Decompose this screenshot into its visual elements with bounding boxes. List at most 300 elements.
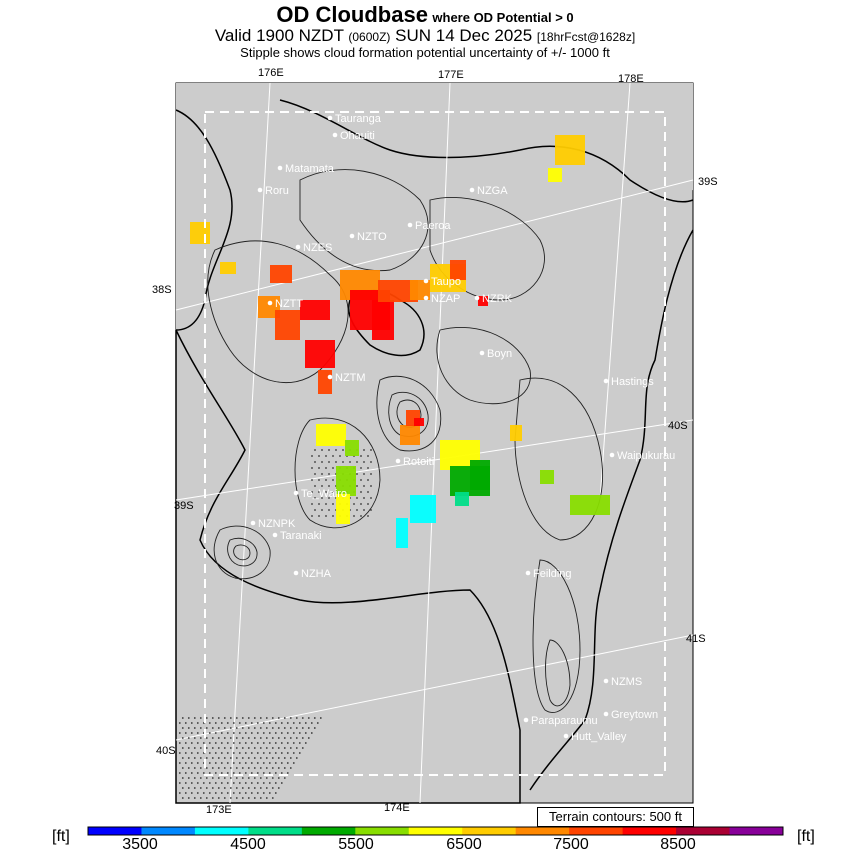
stipple-dot — [281, 782, 283, 784]
stipple-dot — [360, 479, 362, 481]
axis-right-label: 40S — [668, 420, 688, 432]
cloudbase-cell — [305, 340, 335, 368]
stipple-dot — [188, 767, 190, 769]
stipple-dot — [299, 752, 301, 754]
stipple-dot — [305, 732, 307, 734]
stipple-dot — [293, 762, 295, 764]
stipple-dot — [260, 787, 262, 789]
stipple-dot — [332, 455, 334, 457]
colorbar-swatch — [248, 827, 302, 835]
stipple-dot — [335, 461, 337, 463]
place-dot — [328, 116, 333, 121]
stipple-dot — [227, 732, 229, 734]
stipple-dot — [239, 732, 241, 734]
stipple-dot — [284, 717, 286, 719]
axis-left-label: 39S — [174, 500, 194, 512]
stipple-dot — [299, 742, 301, 744]
colorbar-swatch — [516, 827, 570, 835]
stipple-dot — [284, 747, 286, 749]
stipple-dot — [206, 757, 208, 759]
stipple-dot — [254, 727, 256, 729]
stipple-dot — [239, 772, 241, 774]
stipple-dot — [251, 792, 253, 794]
stipple-dot — [242, 747, 244, 749]
stipple-dot — [325, 467, 327, 469]
stipple-dot — [278, 787, 280, 789]
stipple-dot — [200, 757, 202, 759]
colorbar-tick-label: 3500 — [122, 836, 158, 853]
stipple-dot — [185, 732, 187, 734]
cloudbase-cell — [414, 418, 424, 426]
stipple-dot — [263, 782, 265, 784]
stipple-dot — [272, 717, 274, 719]
place-label: Waipukurau — [617, 450, 676, 462]
stipple-dot — [218, 737, 220, 739]
cloudbase-cell — [570, 495, 610, 515]
stipple-dot — [328, 485, 330, 487]
stipple-dot — [245, 792, 247, 794]
stipple-dot — [248, 767, 250, 769]
stipple-dot — [182, 747, 184, 749]
stipple-dot — [191, 752, 193, 754]
place-dot — [424, 279, 429, 284]
stipple-dot — [248, 747, 250, 749]
stipple-dot — [284, 767, 286, 769]
stipple-dot — [272, 757, 274, 759]
stipple-dot — [179, 782, 181, 784]
place-label: NZAP — [431, 293, 461, 305]
stipple-dot — [203, 782, 205, 784]
stipple-dot — [308, 727, 310, 729]
place-dot — [604, 679, 609, 684]
stipple-dot — [332, 515, 334, 517]
stipple-dot — [245, 732, 247, 734]
stipple-dot — [266, 727, 268, 729]
stipple-dot — [221, 732, 223, 734]
stipple-dot — [360, 503, 362, 505]
stipple-dot — [233, 792, 235, 794]
colorbar-tick-label: 7500 — [553, 836, 589, 853]
place-dot — [328, 375, 333, 380]
stipple-dot — [314, 717, 316, 719]
colorbar-tick-label: 8500 — [660, 836, 696, 853]
colorbar-swatch — [88, 827, 142, 835]
stipple-dot — [251, 762, 253, 764]
stipple-dot — [260, 717, 262, 719]
stipple-dot — [227, 782, 229, 784]
stipple-dot — [188, 787, 190, 789]
cloudbase-cell — [470, 460, 490, 490]
stipple-dot — [275, 732, 277, 734]
stipple-dot — [182, 777, 184, 779]
stipple-dot — [284, 737, 286, 739]
stipple-dot — [370, 509, 372, 511]
stipple-dot — [215, 772, 217, 774]
place-label: Boyn — [487, 348, 513, 360]
stipple-dot — [191, 782, 193, 784]
stipple-dot — [263, 792, 265, 794]
stipple-dot — [227, 762, 229, 764]
stipple-dot — [311, 455, 313, 457]
stipple-dot — [360, 491, 362, 493]
stipple-dot — [242, 727, 244, 729]
stipple-dot — [257, 722, 259, 724]
stipple-dot — [215, 792, 217, 794]
stipple-dot — [287, 732, 289, 734]
stipple-dot — [305, 742, 307, 744]
stipple-dot — [269, 732, 271, 734]
stipple-dot — [314, 727, 316, 729]
stipple-dot — [185, 782, 187, 784]
stipple-dot — [269, 782, 271, 784]
stipple-dot — [251, 742, 253, 744]
stipple-dot — [245, 722, 247, 724]
stipple-dot — [314, 461, 316, 463]
stipple-dot — [188, 737, 190, 739]
stipple-dot — [356, 485, 358, 487]
stipple-dot — [263, 752, 265, 754]
place-label: NZRK — [482, 293, 512, 305]
place-dot — [424, 296, 429, 301]
stipple-dot — [212, 757, 214, 759]
place-dot — [268, 301, 273, 306]
stipple-dot — [194, 787, 196, 789]
stipple-dot — [360, 515, 362, 517]
stipple-dot — [349, 461, 351, 463]
stipple-dot — [328, 461, 330, 463]
stipple-dot — [248, 787, 250, 789]
stipple-dot — [370, 461, 372, 463]
place-dot — [604, 379, 609, 384]
stipple-dot — [194, 717, 196, 719]
stipple-dot — [245, 772, 247, 774]
stipple-dot — [257, 792, 259, 794]
stipple-dot — [191, 792, 193, 794]
colorbar-swatch — [623, 827, 677, 835]
place-label: NZMS — [611, 676, 643, 688]
stipple-dot — [242, 797, 244, 799]
stipple-dot — [224, 787, 226, 789]
stipple-dot — [263, 772, 265, 774]
stipple-dot — [254, 747, 256, 749]
stipple-dot — [212, 727, 214, 729]
place-label: NZTO — [357, 231, 387, 243]
stipple-dot — [321, 509, 323, 511]
stipple-dot — [224, 797, 226, 799]
stipple-dot — [197, 752, 199, 754]
place-dot — [294, 491, 299, 496]
stipple-dot — [188, 747, 190, 749]
place-label: NZTT — [275, 298, 304, 310]
stipple-dot — [218, 767, 220, 769]
stipple-dot — [188, 777, 190, 779]
terrain-contour-note: Terrain contours: 500 ft — [537, 807, 694, 827]
stipple-dot — [363, 485, 365, 487]
stipple-dot — [218, 787, 220, 789]
stipple-dot — [212, 767, 214, 769]
stipple-dot — [342, 449, 344, 451]
stipple-dot — [248, 797, 250, 799]
stipple-dot — [221, 762, 223, 764]
stipple-dot — [182, 757, 184, 759]
place-label: Taupo — [431, 276, 461, 288]
stipple-dot — [269, 792, 271, 794]
place-label: Te_Wairo — [301, 488, 348, 500]
place-dot — [273, 533, 278, 538]
stipple-dot — [197, 742, 199, 744]
stipple-dot — [227, 752, 229, 754]
stipple-dot — [272, 797, 274, 799]
stipple-dot — [287, 742, 289, 744]
stipple-dot — [266, 767, 268, 769]
stipple-dot — [272, 767, 274, 769]
stipple-dot — [299, 732, 301, 734]
cloudbase-cell — [270, 265, 292, 283]
stipple-dot — [314, 485, 316, 487]
stipple-dot — [278, 767, 280, 769]
place-dot — [350, 234, 355, 239]
stipple-dot — [254, 737, 256, 739]
stipple-dot — [221, 742, 223, 744]
stipple-dot — [305, 722, 307, 724]
colorbar-swatch — [462, 827, 516, 835]
stipple-dot — [281, 742, 283, 744]
stipple-dot — [263, 762, 265, 764]
colorbar-unit-right: [ft] — [797, 828, 815, 845]
stipple-dot — [188, 717, 190, 719]
stipple-dot — [302, 727, 304, 729]
stipple-dot — [296, 757, 298, 759]
stipple-dot — [266, 797, 268, 799]
stipple-dot — [263, 732, 265, 734]
stipple-dot — [218, 717, 220, 719]
stipple-dot — [284, 777, 286, 779]
stipple-dot — [325, 479, 327, 481]
place-label: Tauranga — [335, 113, 381, 125]
stipple-dot — [206, 737, 208, 739]
stipple-dot — [287, 772, 289, 774]
stipple-dot — [363, 473, 365, 475]
stipple-dot — [197, 762, 199, 764]
stipple-dot — [236, 747, 238, 749]
cloudbase-cell — [345, 440, 359, 456]
axis-top-label: 178E — [618, 73, 644, 85]
stipple-dot — [363, 461, 365, 463]
stipple-dot — [260, 747, 262, 749]
stipple-dot — [236, 777, 238, 779]
stipple-dot — [302, 717, 304, 719]
stipple-dot — [254, 757, 256, 759]
stipple-dot — [281, 772, 283, 774]
forecast-tag: [18hrFcst@1628z] — [536, 30, 636, 44]
stipple-dot — [269, 752, 271, 754]
stipple-dot — [260, 757, 262, 759]
stipple-dot — [185, 722, 187, 724]
colorbar-swatch — [676, 827, 730, 835]
place-dot — [480, 351, 485, 356]
stipple-dot — [266, 747, 268, 749]
stipple-dot — [227, 742, 229, 744]
stipple-dot — [260, 767, 262, 769]
stipple-dot — [245, 742, 247, 744]
stipple-dot — [251, 732, 253, 734]
stipple-dot — [266, 757, 268, 759]
place-label: Hastings — [611, 376, 654, 388]
stipple-dot — [191, 772, 193, 774]
stipple-dot — [185, 752, 187, 754]
stipple-dot — [227, 772, 229, 774]
cloudbase-cell — [510, 425, 522, 441]
place-dot — [610, 453, 615, 458]
stipple-dot — [209, 722, 211, 724]
stipple-dot — [317, 722, 319, 724]
stipple-dot — [230, 797, 232, 799]
stipple-dot — [212, 747, 214, 749]
stipple-dot — [269, 772, 271, 774]
colorbar-swatch — [355, 827, 409, 835]
stipple-dot — [209, 792, 211, 794]
stipple-dot — [182, 797, 184, 799]
stipple-dot — [318, 467, 320, 469]
axis-right-label: 41S — [686, 633, 706, 645]
map-title: OD Cloudbase — [276, 2, 428, 27]
stipple-dot — [197, 732, 199, 734]
axis-right-label: 39S — [698, 176, 718, 188]
place-label: NZES — [303, 242, 333, 254]
stipple-dot — [197, 792, 199, 794]
colorbar-tick-label: 6500 — [446, 836, 482, 853]
stipple-dot — [278, 737, 280, 739]
place-dot — [333, 133, 338, 138]
stipple-dot — [209, 752, 211, 754]
stipple-dot — [221, 772, 223, 774]
stipple-dot — [251, 722, 253, 724]
stipple-dot — [275, 752, 277, 754]
stipple-dot — [230, 717, 232, 719]
stipple-dot — [363, 497, 365, 499]
stipple-dot — [230, 757, 232, 759]
stipple-dot — [278, 717, 280, 719]
stipple-dot — [257, 752, 259, 754]
stipple-dot — [242, 767, 244, 769]
stipple-dot — [272, 777, 274, 779]
stipple-dot — [179, 762, 181, 764]
stipple-dot — [293, 722, 295, 724]
stipple-dot — [332, 467, 334, 469]
place-label: Greytown — [611, 709, 659, 721]
stipple-dot — [321, 485, 323, 487]
place-label: Feilding — [533, 568, 572, 580]
stipple-dot — [266, 787, 268, 789]
stipple-dot — [284, 757, 286, 759]
stipple-dot — [194, 777, 196, 779]
cloudbase-cell — [316, 424, 346, 446]
stipple-dot — [254, 777, 256, 779]
stipple-dot — [290, 737, 292, 739]
place-label: Ohauiti — [340, 130, 375, 142]
stipple-dot — [254, 767, 256, 769]
stipple-dot — [215, 782, 217, 784]
stipple-dot — [320, 717, 322, 719]
stipple-dot — [215, 722, 217, 724]
stipple-dot — [206, 727, 208, 729]
stipple-dot — [194, 747, 196, 749]
place-dot — [526, 571, 531, 576]
stipple-dot — [200, 797, 202, 799]
stipple-dot — [281, 722, 283, 724]
stipple-dot — [245, 782, 247, 784]
stipple-dot — [275, 792, 277, 794]
stipple-dot — [209, 772, 211, 774]
stipple-dot — [197, 772, 199, 774]
stipple-dot — [209, 742, 211, 744]
stipple-dot — [290, 757, 292, 759]
stipple-dot — [230, 787, 232, 789]
stipple-dot — [311, 515, 313, 517]
stipple-dot — [269, 722, 271, 724]
stipple-dot — [257, 782, 259, 784]
stipple-dot — [188, 727, 190, 729]
stipple-dot — [206, 777, 208, 779]
cloudbase-cell — [220, 262, 236, 274]
stipple-dot — [314, 509, 316, 511]
stipple-dot — [248, 757, 250, 759]
stipple-dot — [367, 503, 369, 505]
stipple-dot — [233, 742, 235, 744]
stipple-dot — [218, 747, 220, 749]
stipple-dot — [254, 787, 256, 789]
stipple-dot — [179, 792, 181, 794]
stipple-dot — [179, 742, 181, 744]
place-label: Paeroa — [415, 220, 451, 232]
stipple-dot — [212, 777, 214, 779]
colorbar-swatch — [569, 827, 623, 835]
stipple-dot — [245, 762, 247, 764]
stipple-dot — [263, 722, 265, 724]
place-dot — [278, 166, 283, 171]
stipple-dot — [182, 767, 184, 769]
stipple-dot — [296, 717, 298, 719]
stipple-dot — [194, 767, 196, 769]
place-label: NZTM — [335, 372, 366, 384]
stipple-dot — [206, 767, 208, 769]
axis-bottom-label: 173E — [206, 804, 232, 816]
stipple-dot — [311, 722, 313, 724]
axis-top-label: 177E — [438, 69, 464, 81]
stipple-dot — [206, 797, 208, 799]
place-dot — [296, 245, 301, 250]
stipple-dot — [251, 752, 253, 754]
place-dot — [475, 296, 480, 301]
place-dot — [408, 223, 413, 228]
stipple-dot — [257, 742, 259, 744]
stipple-dot — [325, 455, 327, 457]
stipple-dot — [194, 737, 196, 739]
stipple-dot — [218, 757, 220, 759]
stipple-dot — [367, 515, 369, 517]
stipple-dot — [221, 752, 223, 754]
stipple-dot — [296, 727, 298, 729]
colorbar-tick-label: 4500 — [230, 836, 266, 853]
stipple-dot — [209, 762, 211, 764]
stipple-dot — [200, 787, 202, 789]
stipple-dot — [224, 717, 226, 719]
stipple-dot — [318, 515, 320, 517]
stipple-dot — [278, 747, 280, 749]
stipple-dot — [311, 479, 313, 481]
stipple-dot — [218, 797, 220, 799]
stipple-dot — [308, 717, 310, 719]
